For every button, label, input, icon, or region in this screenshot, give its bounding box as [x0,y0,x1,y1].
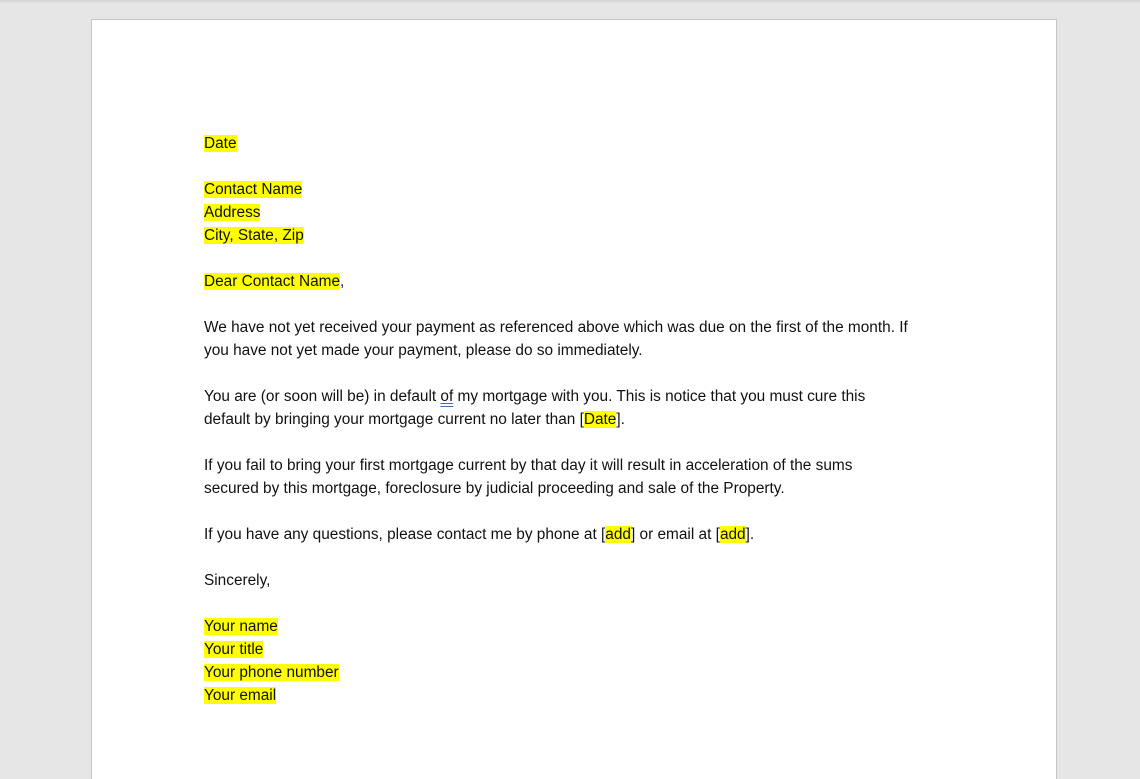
recipient-address: Address [204,204,261,221]
signature-phone-line [204,661,944,684]
signature-email-line [204,684,944,707]
paragraph-3-line-1: If you fail to bring your first mortgage current by that day it will result in acceleration of the sums [204,457,853,474]
recipient-city-state-zip: City, State, Zip [204,227,304,244]
signature-phone: Your phone number [204,664,339,681]
date-line [204,132,944,155]
p2-text: ]. [616,411,625,428]
paragraph-2-line-1 [204,385,944,408]
recipient-city-line [204,224,944,247]
signature-title-line [204,638,944,661]
p4-text: If you have any questions, please contact me by phone at [ [204,526,606,543]
blank-line [204,500,944,523]
blank-line [204,592,944,615]
p2-text: default by bringing your mortgage current no later than [ [204,411,584,428]
paragraph-4 [204,523,944,546]
recipient-name: Contact Name [204,181,303,198]
grammar-flag-of[interactable]: of [440,388,454,405]
blank-line [204,293,944,316]
phone-placeholder: add [605,526,631,543]
paragraph-3-line-2: secured by this mortgage, foreclosure by judicial proceeding and sale of the Property. [204,480,785,497]
salutation-comma: , [340,273,345,290]
recipient-address-line [204,201,944,224]
blank-line [204,431,944,454]
p4-text: ]. [745,526,755,543]
window-top-edge [0,0,1140,4]
closing: Sincerely, [204,572,271,589]
document-page[interactable] [91,19,1057,779]
p2-text: You are (or soon will be) in default [204,388,441,405]
cure-date-placeholder: Date [583,411,617,428]
signature-email: Your email [204,687,277,704]
blank-line [204,362,944,385]
paragraph-1-line-2: you have not yet made your payment, please do so immediately. [204,342,643,359]
letter-body[interactable] [204,132,944,707]
signature-name-line [204,615,944,638]
paragraph-1-line-1: We have not yet received your payment as referenced above which was due on the first of the month. If [204,319,908,336]
date-placeholder: Date [204,135,237,152]
blank-line [204,155,944,178]
p2-text: my mortgage with you. This is notice that you must cure this [453,388,866,405]
paragraph-2-line-2 [204,408,944,431]
salutation-placeholder: Dear Contact Name [204,273,341,290]
recipient-name-line [204,178,944,201]
email-placeholder: add [719,526,746,543]
signature-title: Your title [204,641,264,658]
blank-line [204,247,944,270]
p4-text: ] or email at [ [630,526,720,543]
salutation [204,270,944,293]
blank-line [204,546,944,569]
signature-name: Your name [204,618,278,635]
